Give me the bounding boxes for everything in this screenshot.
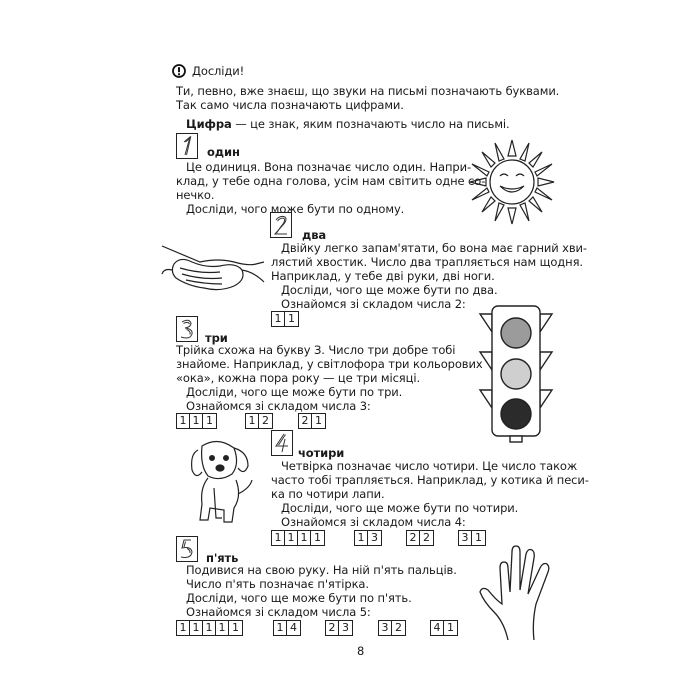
one-line-3: нечко. (176, 188, 215, 202)
composition-3-a (176, 413, 217, 429)
composition-cell: 1 (447, 621, 454, 634)
word-five: п'ять (206, 551, 239, 565)
two-line-1: Двійку легко запам'ятати, бо вона має гарний хви- (281, 241, 587, 255)
one-line-4: Досліди, чого може бути по одному. (186, 202, 405, 216)
word-three: три (205, 331, 228, 345)
composition-5-a (176, 620, 243, 636)
composition-cell: 1 (203, 621, 216, 635)
four-line-4: Досліди, чого ще може бути по чотири. (281, 501, 519, 515)
composition-cell: 4 (431, 621, 444, 635)
composition-2-a (271, 311, 299, 327)
two-line-3: Наприклад, у тебе дві руки, дві ноги. (271, 269, 495, 283)
three-line-5: Ознайомся зі складом числа 3: (186, 399, 371, 413)
composition-cell: 2 (262, 414, 269, 427)
word-two: два (302, 228, 327, 242)
composition-4-b (354, 530, 382, 546)
two-line-5: Ознайомся зі складом числа 2: (281, 297, 466, 311)
definition-text: — це знак, яким позначають число на письмі. (231, 117, 510, 131)
composition-cell: 2 (423, 531, 430, 544)
explore-icon (172, 64, 186, 78)
three-line-2: знайоме. Наприклад, у світлофора три кольорових (176, 357, 483, 371)
composition-cell: 2 (299, 414, 312, 428)
three-line-3: «ока», кожна пора року — це три місяці. (176, 371, 421, 385)
composition-cell: 1 (285, 531, 298, 545)
three-line-1: Трійка схожа на букву З. Число три добре тобі (176, 343, 456, 357)
composition-cell: 2 (326, 621, 339, 635)
hands-illustration (160, 240, 266, 296)
composition-cell: 1 (246, 414, 259, 428)
digit-three-box (176, 316, 198, 342)
two-line-2: лястий хвостик. Число два трапляється нам щодня. (271, 255, 583, 269)
intro-line-1: Ти, певно, вже знаєш, що звуки на письмі позначають буквами. (176, 84, 560, 98)
digit-one-box (176, 133, 198, 159)
definition-term: Цифра (186, 117, 232, 131)
word-one: один (207, 145, 240, 159)
composition-5-b (273, 620, 301, 636)
composition-cell: 1 (190, 621, 203, 635)
composition-cell: 3 (342, 621, 349, 634)
composition-cell: 1 (298, 531, 311, 545)
composition-5-d (378, 620, 406, 636)
definition (186, 117, 510, 131)
composition-cell: 1 (355, 531, 368, 545)
composition-3-c (298, 413, 326, 429)
five-line-2: Число п'ять позначає п'ятірка. (186, 577, 369, 591)
composition-cell: 1 (177, 414, 190, 428)
one-line-2: клад, у тебе одна голова, усім нам світить одне со- (176, 174, 486, 188)
composition-cell: 1 (272, 531, 285, 545)
composition-cell: 4 (290, 621, 297, 634)
composition-5-c (325, 620, 353, 636)
five-line-3: Досліди, чого ще може бути по п'ять. (186, 591, 412, 605)
digit-four-box (271, 430, 293, 456)
traffic-light-illustration (476, 302, 556, 444)
composition-cell: 3 (371, 531, 378, 544)
sun-illustration (462, 134, 562, 230)
five-line-4: Ознайомся зі складом числа 5: (186, 605, 371, 619)
one-line-1: Це одиниця. Вона позначає число один. Напри- (186, 160, 472, 174)
composition-cell: 3 (379, 621, 392, 635)
digit-two-box (270, 212, 292, 238)
composition-cell: 1 (475, 531, 482, 544)
composition-cell: 1 (288, 312, 295, 325)
composition-cell: 1 (314, 531, 321, 544)
digit-five-box (176, 536, 198, 562)
composition-cell: 1 (315, 414, 322, 427)
four-line-2: часто тобі трапляється. Наприклад, у котика й песи- (271, 473, 589, 487)
two-line-4: Досліди, чого ще може бути по два. (281, 283, 498, 297)
composition-3-b (245, 413, 273, 429)
composition-cell: 3 (459, 531, 472, 545)
composition-cell: 1 (272, 312, 285, 326)
three-line-4: Досліди, чого ще може бути по три. (186, 385, 403, 399)
composition-cell: 1 (190, 414, 203, 428)
composition-cell: 1 (232, 621, 239, 634)
composition-4-a (271, 530, 325, 546)
composition-cell: 2 (395, 621, 402, 634)
composition-cell: 2 (407, 531, 420, 545)
composition-cell: 1 (216, 621, 229, 635)
page-number: 8 (357, 644, 365, 658)
four-line-5: Ознайомся зі складом числа 4: (281, 515, 466, 529)
composition-4-c (406, 530, 434, 546)
five-line-1: Подивися на свою руку. На ній п'ять пальців. (186, 563, 457, 577)
explore-title: Досліди! (192, 64, 245, 78)
composition-5-e (430, 620, 458, 636)
intro-line-2: Так само числа позначають цифрами. (176, 98, 404, 112)
composition-cell: 1 (274, 621, 287, 635)
composition-cell: 1 (206, 414, 213, 427)
four-line-3: ка по чотири лапи. (271, 487, 385, 501)
four-line-1: Четвірка позначає число чотири. Це число також (281, 459, 578, 473)
composition-cell: 1 (177, 621, 190, 635)
word-four: чотири (298, 446, 345, 460)
hand-illustration (478, 542, 562, 642)
puppy-illustration (184, 434, 258, 526)
